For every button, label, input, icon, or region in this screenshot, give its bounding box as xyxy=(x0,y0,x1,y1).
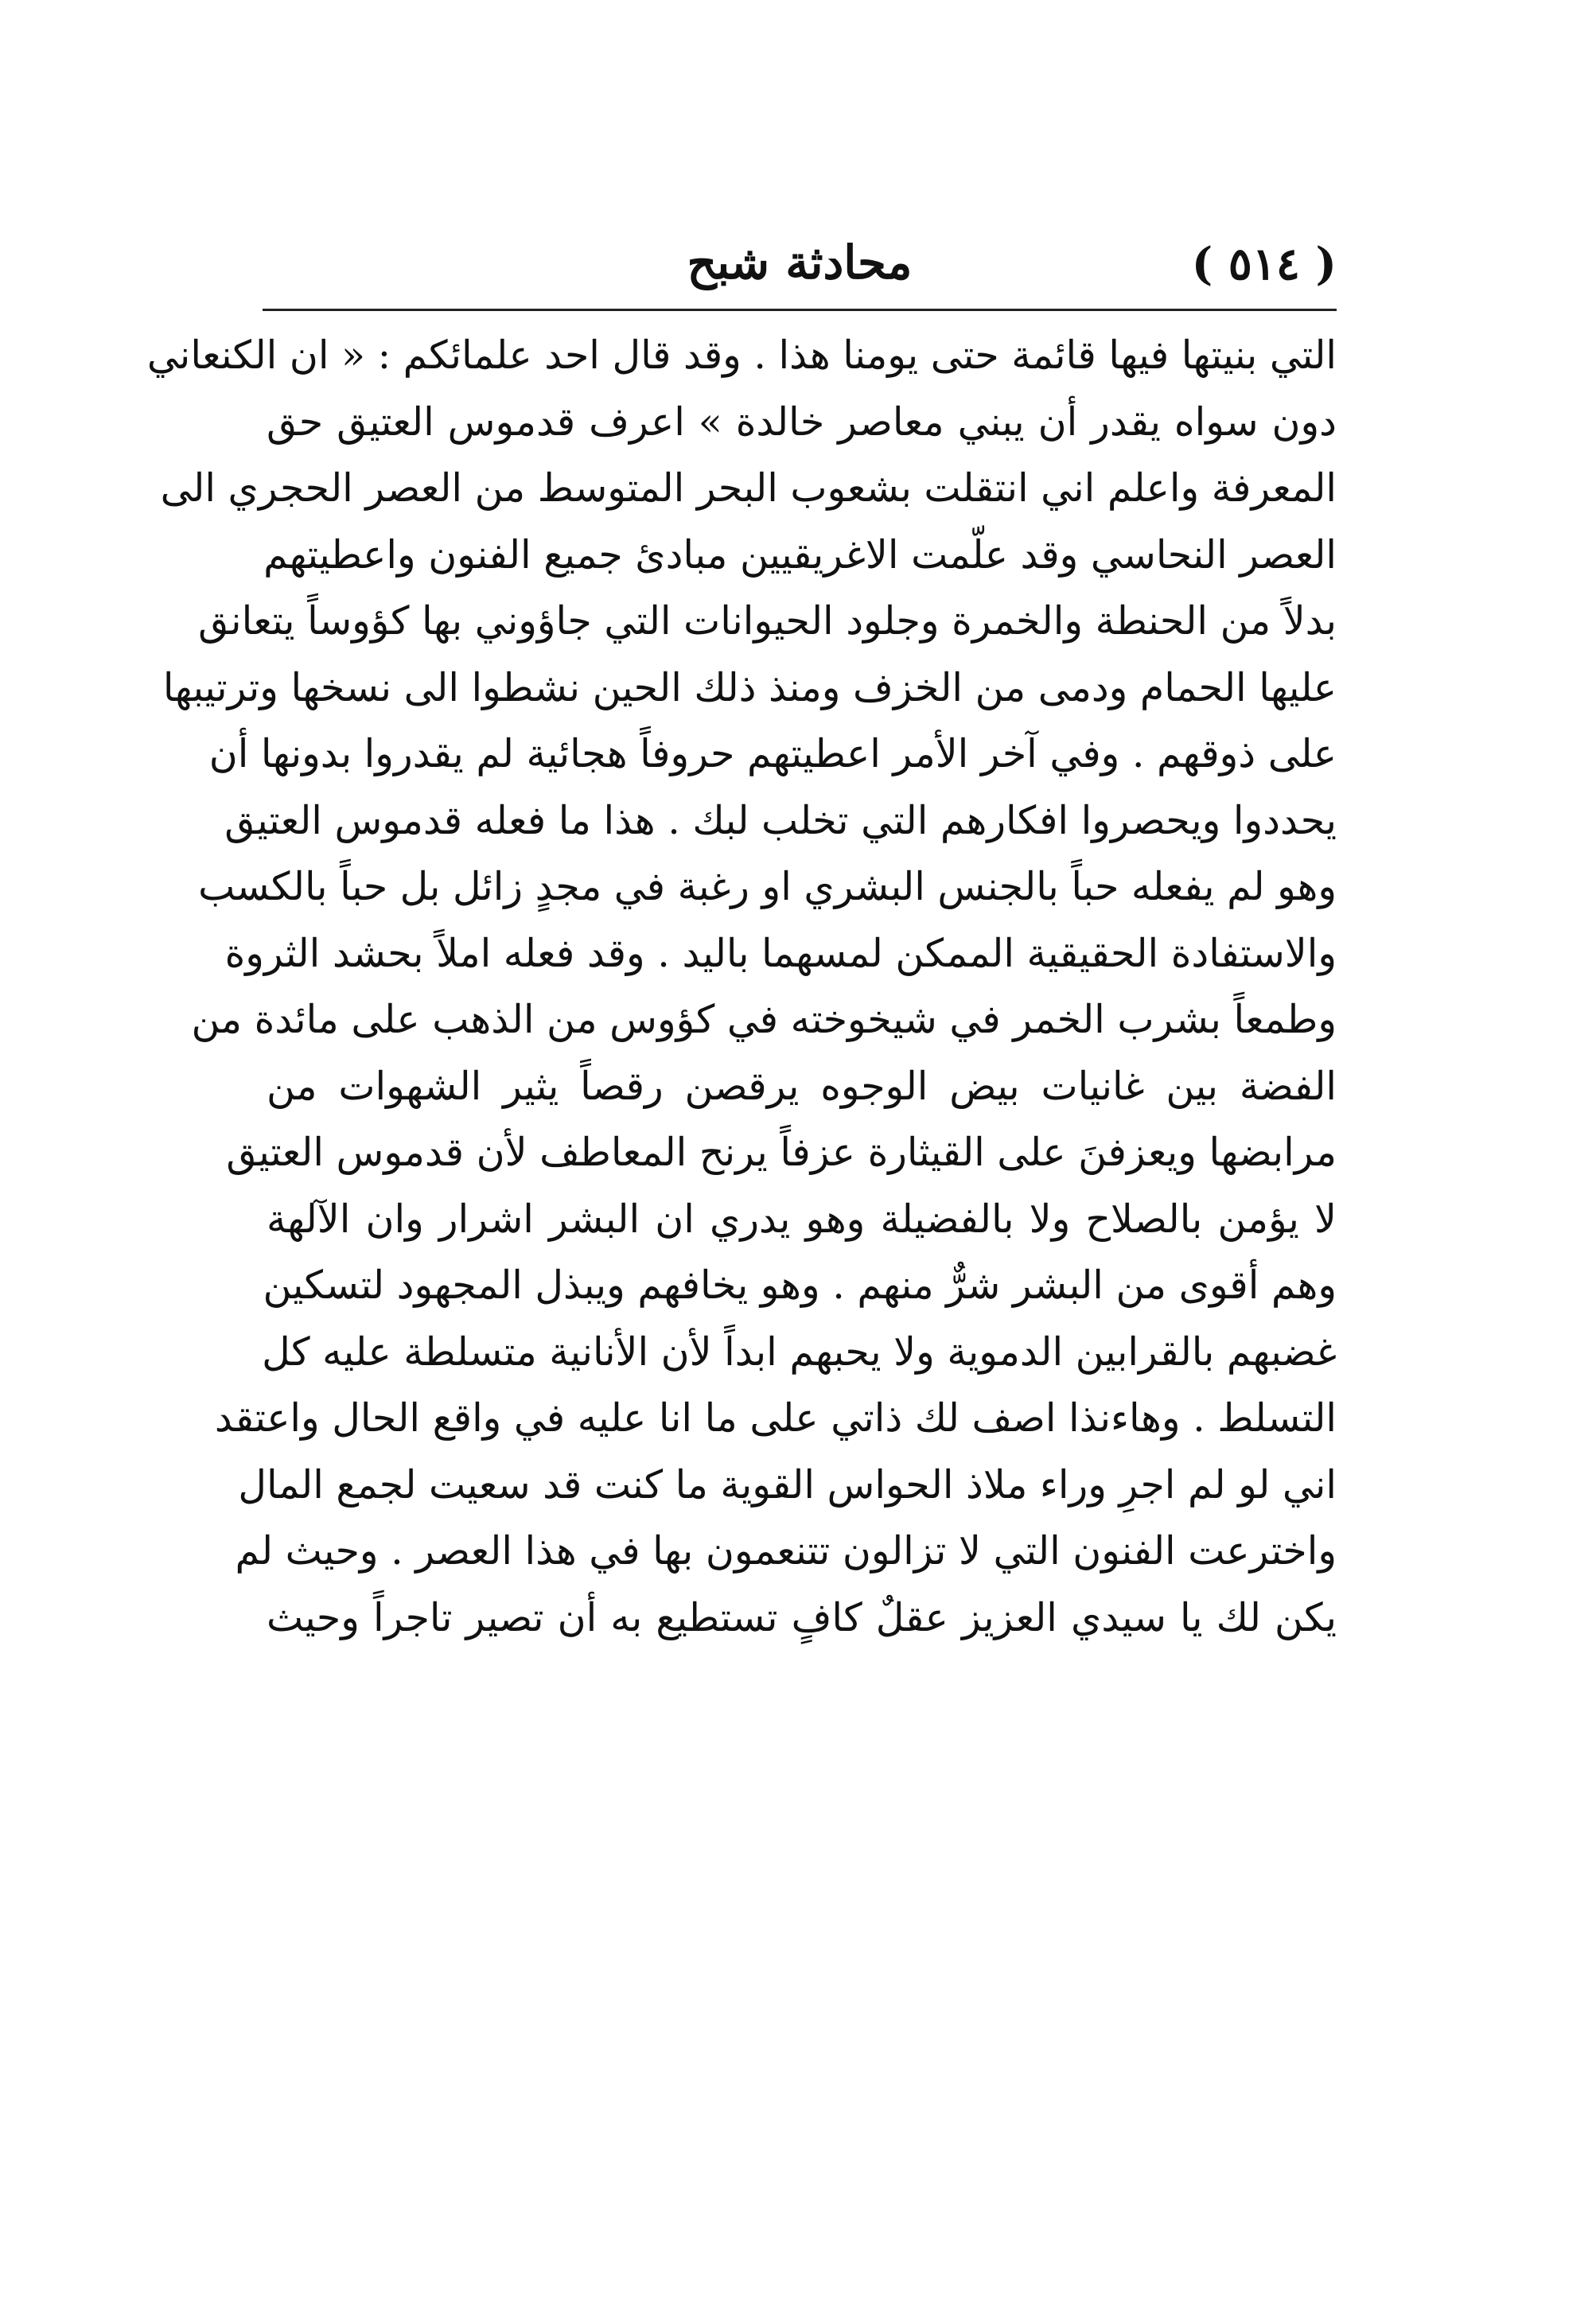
text-line: وهم أقوى من البشر شرٌّ منهم . وهو يخافهم ويبذل المجهود لتسكين xyxy=(263,1263,1337,1308)
page-number: ( ٥١٤ ) xyxy=(1191,238,1337,290)
text-line: المعرفة واعلم اني انتقلت بشعوب البحر المتوسط من العصر الحجري الى xyxy=(160,465,1337,511)
text-line: العصر النحاسي وقد علّمت الاغريقيين مبادئ جميع الفنون واعطيتهم xyxy=(263,531,1337,578)
text-line: وهو لم يفعله حباً بالجنس البشري او رغبة في مجدٍ زائل بل حباً بالكسب xyxy=(198,864,1337,909)
text-line: عليها الحمام ودمى من الخزف ومنذ ذلك الحين نشطوا الى نسخها وترتيبها xyxy=(162,664,1337,710)
header-rule xyxy=(263,309,1337,311)
text-line: لا يؤمن بالصلاح ولا بالفضيلة وهو يدري ان البشر اشرار وان الآلهة xyxy=(267,1196,1337,1242)
page-header xyxy=(263,227,1337,298)
text-line: بدلاً من الحنطة والخمرة وجلود الحيوانات التي جاؤوني بها كؤوساً يتعانق xyxy=(198,598,1337,644)
text-line: اني لو لم اجرِ وراء ملاذ الحواس القوية ما كنت قد سعيت لجمع المال xyxy=(238,1461,1337,1508)
running-title: محادثة شبح xyxy=(687,235,913,290)
text-line: غضبهم بالقرابين الدموية ولا يحبهم ابداً لأن الأنانية متسلطة عليه كل xyxy=(262,1329,1337,1375)
text-line: والاستفادة الحقيقية الممكن لمسهما باليد . وقد فعله املاً بحشد الثروة xyxy=(224,930,1337,976)
body-text xyxy=(146,322,1337,1651)
text-line: دون سواه يقدر أن يبني معاصر خالدة » اعرف قدموس العتيق حق xyxy=(267,399,1337,445)
text-line: التي بنيتها فيها قائمة حتى يومنا هذا . وقد قال احد علمائكم : « ان الكنعاني xyxy=(146,333,1337,378)
text-line: مرابضها ويعزفنَ على القيثارة عزفاً يرنح المعاطف لأن قدموس العتيق xyxy=(226,1130,1337,1175)
text-line: واخترعت الفنون التي لا تزالون تتنعمون بها في هذا العصر . وحيث لم xyxy=(235,1528,1337,1574)
text-line: وطمعاً بشرب الخمر في شيخوخته في كؤوس من الذهب على مائدة من xyxy=(191,997,1337,1042)
text-line: يحددوا ويحصروا افكارهم التي تخلب لبك . هذا ما فعله قدموس العتيق xyxy=(224,797,1337,843)
text-line: التسلط . وهاءنذا اصف لك ذاتي على ما انا عليه في واقع الحال واعتقد xyxy=(214,1395,1337,1441)
text-line: يكن لك يا سيدي العزيز عقلٌ كافٍ تستطيع به أن تصير تاجراً وحيث xyxy=(267,1594,1337,1640)
text-line: الفضة بين غانيات بيض الوجوه يرقصن رقصاً يثير الشهوات من xyxy=(267,1063,1337,1109)
text-line: على ذوقهم . وفي آخر الأمر اعطيتهم حروفاً هجائية لم يقدروا بدونها أن xyxy=(208,731,1337,776)
